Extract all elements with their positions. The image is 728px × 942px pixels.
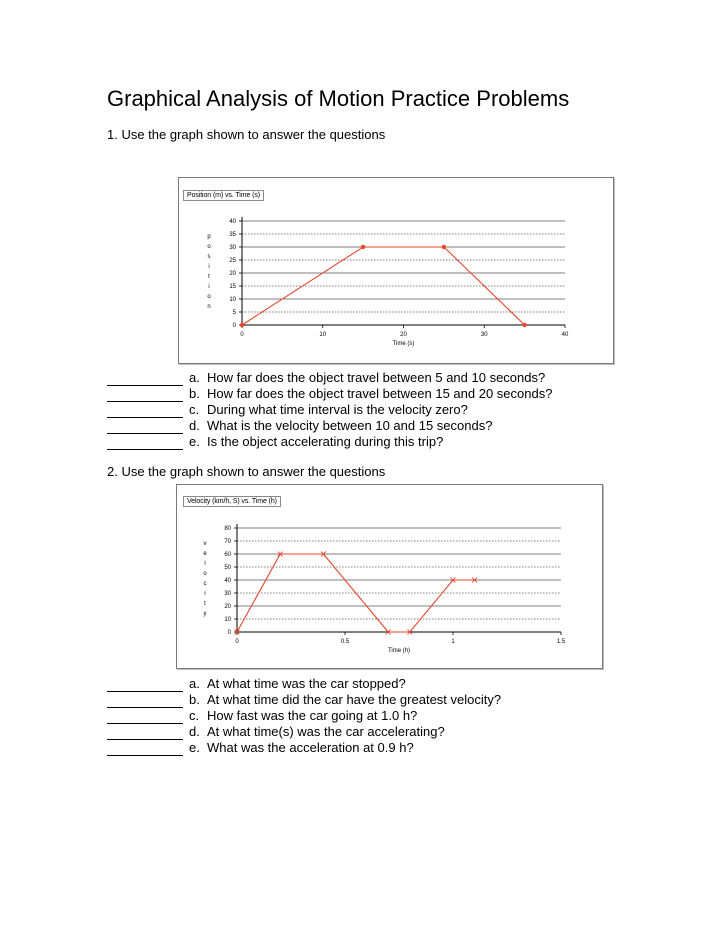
y-axis-title-letter: n (207, 304, 211, 310)
y-axis-title-letter: t (208, 274, 210, 280)
y-axis-title-letter: o (207, 244, 211, 250)
question-text: At what time did the car have the greatest velocity? (207, 692, 502, 707)
question-letter: e. (189, 740, 200, 755)
question-letter: c. (189, 402, 200, 417)
question-row (107, 434, 552, 450)
answer-blank[interactable] (107, 743, 183, 756)
position-time-chart (178, 177, 614, 364)
question-text: Is the object accelerating during this trip? (207, 434, 444, 449)
y-tick-label: 30 (229, 245, 236, 251)
y-axis-title-letter: o (203, 571, 207, 577)
question-text: During what time interval is the velocity zero? (207, 402, 468, 417)
x-axis-title: Time (h) (387, 648, 411, 654)
answer-blank[interactable] (107, 679, 183, 692)
question-row (107, 418, 552, 434)
question-letter: c. (189, 708, 200, 723)
data-point (442, 245, 446, 249)
x-tick-label: 0.5 (340, 639, 350, 645)
data-point (240, 323, 244, 327)
question-row (107, 692, 501, 708)
question-letter: b. (189, 692, 200, 707)
problem-1-prompt: 1. Use the graph shown to answer the questions (107, 127, 386, 142)
answer-blank[interactable] (107, 389, 183, 402)
question-letter: e. (189, 434, 200, 449)
velocity-time-chart (176, 484, 603, 669)
y-tick-label: 0 (232, 323, 236, 329)
page-title: Graphical Analysis of Motion Practice Problems (107, 86, 570, 111)
question-row (107, 370, 552, 386)
question-text: At what time(s) was the car accelerating? (207, 724, 445, 739)
answer-blank[interactable] (107, 373, 183, 386)
x-tick-label: 1 (451, 639, 455, 645)
y-tick-label: 30 (224, 591, 231, 597)
answer-blank[interactable] (107, 711, 183, 724)
question-row (107, 386, 552, 402)
question-text: How fast was the car going at 1.0 h? (207, 708, 418, 723)
chart-1-title: Position (m) vs. Time (s) (183, 190, 264, 201)
y-tick-label: 20 (229, 271, 236, 277)
x-tick-label: 30 (480, 332, 488, 338)
answer-blank[interactable] (107, 437, 183, 450)
y-tick-label: 0 (227, 630, 231, 636)
y-axis-title-letter: v (203, 541, 207, 547)
y-tick-label: 80 (224, 526, 231, 532)
y-tick-label: 50 (224, 565, 231, 571)
question-row (107, 676, 501, 692)
question-letter: d. (189, 724, 200, 739)
y-axis-title-letter: s (207, 254, 211, 260)
position-time-plot (179, 178, 613, 363)
question-text: What is the velocity between 10 and 15 seconds? (207, 418, 493, 433)
x-axis-title: Time (s) (392, 341, 415, 347)
data-point (522, 323, 526, 327)
x-tick-label: 10 (319, 332, 327, 338)
y-tick-label: 60 (224, 552, 231, 558)
y-axis-title-letter: y (203, 611, 207, 617)
y-tick-label: 10 (224, 617, 231, 623)
question-text: At what time was the car stopped? (207, 676, 406, 691)
y-axis-title-letter: i (208, 264, 210, 270)
x-tick-label: 0 (235, 639, 239, 645)
question-row (107, 708, 501, 724)
question-text: How far does the object travel between 15 and 20 seconds? (207, 386, 553, 401)
y-tick-label: 70 (224, 539, 231, 545)
y-tick-label: 5 (232, 310, 236, 316)
question-text: How far does the object travel between 5 and 10 seconds? (207, 370, 546, 385)
y-axis-title-letter: c (203, 581, 207, 587)
x-tick-label: 40 (561, 332, 569, 338)
question-row (107, 740, 501, 756)
question-row (107, 724, 501, 740)
y-axis-title-letter: l (204, 561, 206, 567)
answer-blank[interactable] (107, 405, 183, 418)
y-axis-title-letter: p (207, 234, 211, 240)
y-axis-title-letter: e (203, 551, 207, 557)
question-letter: d. (189, 418, 200, 433)
question-letter: a. (189, 676, 200, 691)
problem-2-questions (107, 676, 501, 756)
question-letter: b. (189, 386, 200, 401)
y-axis-title-letter: i (204, 591, 206, 597)
velocity-time-plot (177, 485, 602, 668)
y-tick-label: 15 (229, 284, 236, 290)
answer-blank[interactable] (107, 695, 183, 708)
y-axis-title-letter: i (208, 284, 210, 290)
y-tick-label: 10 (229, 297, 236, 303)
y-tick-label: 35 (229, 232, 236, 238)
x-tick-label: 20 (400, 332, 407, 338)
x-tick-label: 0 (240, 332, 244, 338)
data-point (361, 245, 365, 249)
y-tick-label: 40 (229, 219, 236, 225)
answer-blank[interactable] (107, 421, 183, 434)
answer-blank[interactable] (107, 727, 183, 740)
y-axis-title-letter: o (207, 294, 211, 300)
question-letter: a. (189, 370, 200, 385)
problem-2-prompt: 2. Use the graph shown to answer the questions (107, 464, 386, 479)
question-text: What was the acceleration at 0.9 h? (207, 740, 414, 755)
y-tick-label: 20 (224, 604, 231, 610)
y-tick-label: 25 (229, 258, 236, 264)
y-tick-label: 40 (224, 578, 231, 584)
problem-1-questions (107, 370, 552, 450)
y-axis-title-letter: t (204, 601, 206, 607)
x-tick-label: 1.5 (556, 639, 566, 645)
question-row (107, 402, 552, 418)
chart-2-title: Velocity (km/h, S) vs. Time (h) (183, 496, 281, 507)
